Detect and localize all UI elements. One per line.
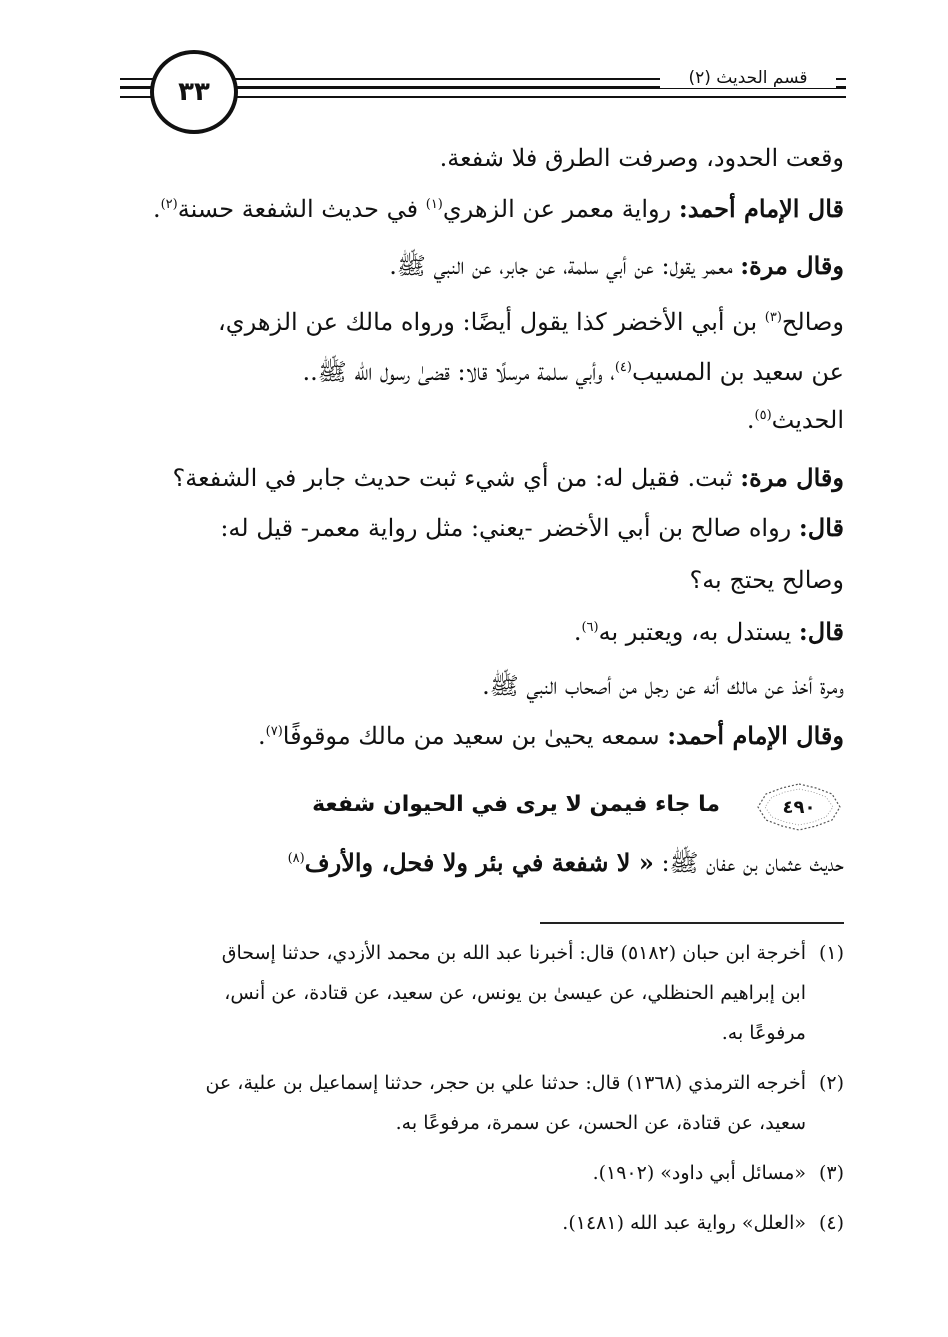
body-line-11: ومرة أخذ عن مالك أنه عن رجل من أصحاب النبي ﷺ. <box>482 672 844 700</box>
hadith-quote: « لا شفعة في بئر ولا فحل، والأرف <box>304 848 654 877</box>
speaker-label: وقال مرة: <box>740 463 844 492</box>
section-number-badge <box>756 782 842 832</box>
body-text: ثبت. فقيل له: من أي شيء ثبت حديث جابر في الشفعة؟ <box>172 464 733 492</box>
body-text: رواه صالح بن أبي الأخضر -يعني: مثل رواية معمر- قيل له: <box>220 514 792 542</box>
body-line-2 <box>153 189 844 229</box>
body-text: في حديث الشفعة حسنة <box>177 195 419 223</box>
footnote-separator <box>540 922 844 924</box>
page-number-text: ٣٣ <box>178 77 210 107</box>
footnote-1-line-3: مرفوعًا به. <box>721 1022 806 1044</box>
body-line-9: وصالح يحتج به؟ <box>689 566 844 594</box>
body-line-5 <box>302 352 844 392</box>
footnote-1-line-2: ابن إبراهيم الحنظلي، عن عيسىٰ بن يونس، عن سعيد، عن قتادة، عن أنس، <box>224 982 806 1004</box>
footnote-ref: (١) <box>425 197 443 212</box>
speaker-label: قال: <box>798 513 844 542</box>
body-text: وصالح <box>781 308 844 336</box>
body-line-7 <box>173 458 844 498</box>
section-number: ٤٩٠ <box>782 796 816 818</box>
body-line-13 <box>288 843 844 883</box>
footnote-text: أخرجه الترمذي (١٣٦٨) قال: حدثنا علي بن حجر، حدثنا إسماعيل بن علية، عن <box>205 1072 806 1094</box>
section-title: ما جاء فيمن لا يرى في الحيوان شفعة <box>312 792 720 817</box>
body-line-8 <box>220 508 844 548</box>
footnote-text: «مسائل أبي داود» (١٩٠٢). <box>592 1162 806 1184</box>
footnote-ref: (٦) <box>581 620 599 635</box>
body-text: سمعه يحيىٰ بن سعيد من مالك موقوفًا <box>282 722 660 750</box>
footnote-number: (٤) <box>818 1212 844 1234</box>
body-text: يستدل به، ويعتبر به <box>598 618 792 646</box>
footnote-ref: (٢) <box>160 197 178 212</box>
body-text: حديث عثمان بن عفان ﷺ: <box>661 849 844 877</box>
body-text: . <box>573 618 582 646</box>
footnote-ref: (٣) <box>764 310 782 325</box>
body-text: ، وأبي سلمة مرسلًا قالا: قضىٰ رسول الله ﷺ.. <box>302 358 615 386</box>
footnote-number: (٣) <box>818 1162 844 1184</box>
footnote-ref: (٧) <box>265 724 283 739</box>
speaker-label: قال: <box>798 617 844 646</box>
footnote-3 <box>593 1158 844 1188</box>
footnote-text: أخرجة ابن حبان (٥١٨٢) قال: أخبرنا عبد الله بن محمد الأزدي، حدثنا إسحاق <box>221 942 806 964</box>
footnote-ref: (٥) <box>754 408 772 423</box>
body-line-1: وقعت الحدود، وصرفت الطرق فلا شفعة. <box>439 144 844 172</box>
footnote-number: (٢) <box>818 1072 844 1094</box>
footnote-4 <box>562 1208 844 1238</box>
speaker-label: وقال مرة: <box>740 251 844 280</box>
body-line-3 <box>389 246 844 286</box>
footnote-ref: (٨) <box>287 851 305 866</box>
body-text: . <box>746 406 755 434</box>
body-line-4 <box>218 302 844 342</box>
body-text: معمر يقول: عن أبي سلمة، عن جابر، عن النبي ﷺ. <box>389 252 733 280</box>
footnote-2-line-2: سعيد، عن قتادة، عن الحسن، عن سمرة، مرفوعًا به. <box>395 1112 806 1134</box>
footnote-2 <box>205 1068 844 1098</box>
body-text: الحديث <box>771 406 844 434</box>
running-head: قسم الحديث (٢) <box>660 68 836 88</box>
body-text: . <box>152 195 161 223</box>
speaker-label: قال الإمام أحمد: <box>678 194 844 223</box>
body-text: بن أبي الأخضر كذا يقول أيضًا: ورواه مالك عن الزهري، <box>218 308 758 336</box>
body-line-6 <box>747 400 844 440</box>
footnote-text: «العلل» رواية عبد الله (١٤٨١). <box>562 1212 806 1234</box>
page-number <box>150 50 238 134</box>
footnote-1 <box>222 938 844 968</box>
speaker-label: وقال الإمام أحمد: <box>667 721 844 750</box>
body-text: رواية معمر عن الزهري <box>442 195 672 223</box>
body-text: . <box>257 722 266 750</box>
body-line-10 <box>574 612 844 652</box>
footnote-ref: (٤) <box>614 360 632 375</box>
body-line-12 <box>258 716 844 756</box>
body-text: عن سعيد بن المسيب <box>631 358 844 386</box>
footnote-number: (١) <box>818 942 844 964</box>
